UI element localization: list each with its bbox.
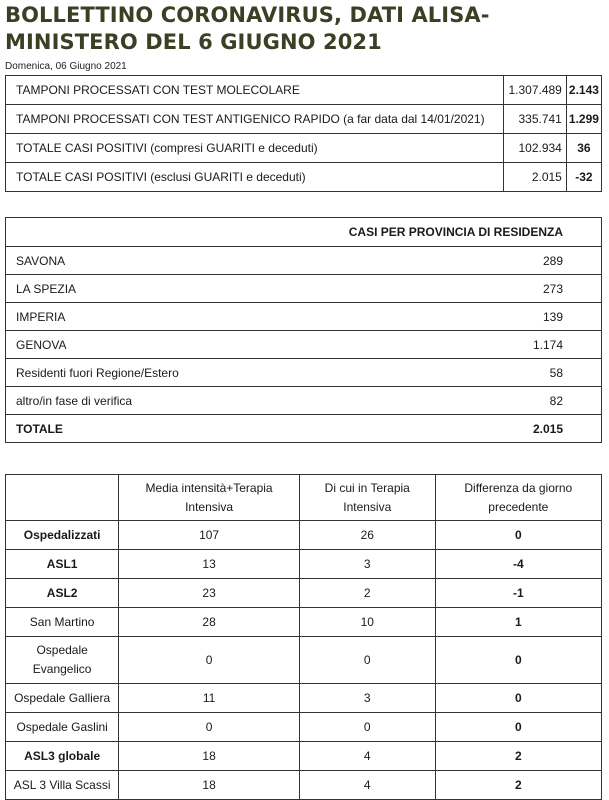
- table-row: [6, 550, 602, 579]
- province-value: 139: [426, 303, 601, 331]
- province-value: 289: [426, 247, 601, 275]
- province-name: altro/in fase di verifica: [6, 387, 427, 415]
- province-name: SAVONA: [6, 247, 427, 275]
- diff-value: 0: [435, 713, 601, 742]
- ti-value: 26: [299, 521, 435, 550]
- media-value: 23: [119, 579, 300, 608]
- row-name: Ospedale Gaslini: [6, 713, 119, 742]
- row-name: Ospedale Evangelico: [6, 637, 119, 684]
- province-value: 1.174: [426, 331, 601, 359]
- ti-value: 0: [299, 637, 435, 684]
- column-header: Differenza da giorno precedente: [435, 475, 601, 521]
- table-row: [6, 387, 602, 415]
- row-name: ASL 3 Villa Scassi: [6, 771, 119, 800]
- ti-value: 10: [299, 608, 435, 637]
- table-row: [6, 275, 602, 303]
- province-value: 58: [426, 359, 601, 387]
- ti-value: 2: [299, 579, 435, 608]
- media-value: 0: [119, 637, 300, 684]
- total-label: TOTALE: [6, 415, 427, 443]
- table-row: [6, 713, 602, 742]
- province-table: [5, 217, 602, 443]
- summary-diff: 36: [566, 134, 601, 163]
- diff-value: 0: [435, 521, 601, 550]
- row-name: ASL2: [6, 579, 119, 608]
- column-header: Media intensità+Terapia Intensiva: [119, 475, 300, 521]
- media-value: 0: [119, 713, 300, 742]
- table-row: [6, 247, 602, 275]
- media-value: 18: [119, 742, 300, 771]
- total-row: [6, 415, 602, 443]
- ti-value: 0: [299, 713, 435, 742]
- diff-value: -4: [435, 550, 601, 579]
- table-row: [6, 105, 602, 134]
- ti-value: 4: [299, 742, 435, 771]
- diff-value: 1: [435, 608, 601, 637]
- table-row: [6, 331, 602, 359]
- summary-diff: -32: [566, 163, 601, 192]
- summary-diff: 1.299: [566, 105, 601, 134]
- table-row: [6, 521, 602, 550]
- table-row: [6, 684, 602, 713]
- row-name: ASL1: [6, 550, 119, 579]
- row-name: San Martino: [6, 608, 119, 637]
- table-row: [6, 134, 602, 163]
- media-value: 13: [119, 550, 300, 579]
- diff-value: -1: [435, 579, 601, 608]
- media-value: 107: [119, 521, 300, 550]
- diff-value: 0: [435, 684, 601, 713]
- table-row: [6, 163, 602, 192]
- table-row: [6, 359, 602, 387]
- table-row: [6, 76, 602, 105]
- province-value: 82: [426, 387, 601, 415]
- province-value: 273: [426, 275, 601, 303]
- bulletin-date: Domenica, 06 Giugno 2021: [5, 61, 127, 72]
- summary-label: TOTALE CASI POSITIVI (compresi GUARITI e deceduti): [6, 134, 504, 163]
- ti-value: 3: [299, 684, 435, 713]
- summary-table: [5, 75, 602, 192]
- summary-value: 2.015: [504, 163, 567, 192]
- row-name: Ospedale Galliera: [6, 684, 119, 713]
- diff-value: 2: [435, 771, 601, 800]
- table-header-row: [6, 475, 602, 521]
- summary-value: 1.307.489: [504, 76, 567, 105]
- summary-label: TOTALE CASI POSITIVI (esclusi GUARITI e deceduti): [6, 163, 504, 192]
- province-name: GENOVA: [6, 331, 427, 359]
- table-row: [6, 637, 602, 684]
- summary-diff: 2.143: [566, 76, 601, 105]
- province-heading: CASI PER PROVINCIA DI RESIDENZA: [6, 218, 602, 247]
- province-name: Residenti fuori Regione/Estero: [6, 359, 427, 387]
- table-row: [6, 608, 602, 637]
- table-row: [6, 742, 602, 771]
- summary-value: 335.741: [504, 105, 567, 134]
- province-name: LA SPEZIA: [6, 275, 427, 303]
- row-name: Ospedalizzati: [6, 521, 119, 550]
- table-row: [6, 771, 602, 800]
- ti-value: 4: [299, 771, 435, 800]
- row-name: ASL3 globale: [6, 742, 119, 771]
- summary-label: TAMPONI PROCESSATI CON TEST ANTIGENICO RAPIDO (a far data dal 14/01/2021): [6, 105, 504, 134]
- column-header: Di cui in Terapia Intensiva: [299, 475, 435, 521]
- media-value: 28: [119, 608, 300, 637]
- table-header-row: [6, 218, 602, 247]
- total-value: 2.015: [426, 415, 601, 443]
- hospital-table: [5, 474, 602, 800]
- page-title: BOLLETTINO CORONAVIRUS, DATI ALISA-MINISTERO DEL 6 GIUGNO 2021: [5, 3, 490, 54]
- summary-label: TAMPONI PROCESSATI CON TEST MOLECOLARE: [6, 76, 504, 105]
- summary-value: 102.934: [504, 134, 567, 163]
- diff-value: 2: [435, 742, 601, 771]
- ti-value: 3: [299, 550, 435, 579]
- table-row: [6, 303, 602, 331]
- media-value: 18: [119, 771, 300, 800]
- media-value: 11: [119, 684, 300, 713]
- diff-value: 0: [435, 637, 601, 684]
- column-header: [6, 475, 119, 521]
- table-row: [6, 579, 602, 608]
- province-name: IMPERIA: [6, 303, 427, 331]
